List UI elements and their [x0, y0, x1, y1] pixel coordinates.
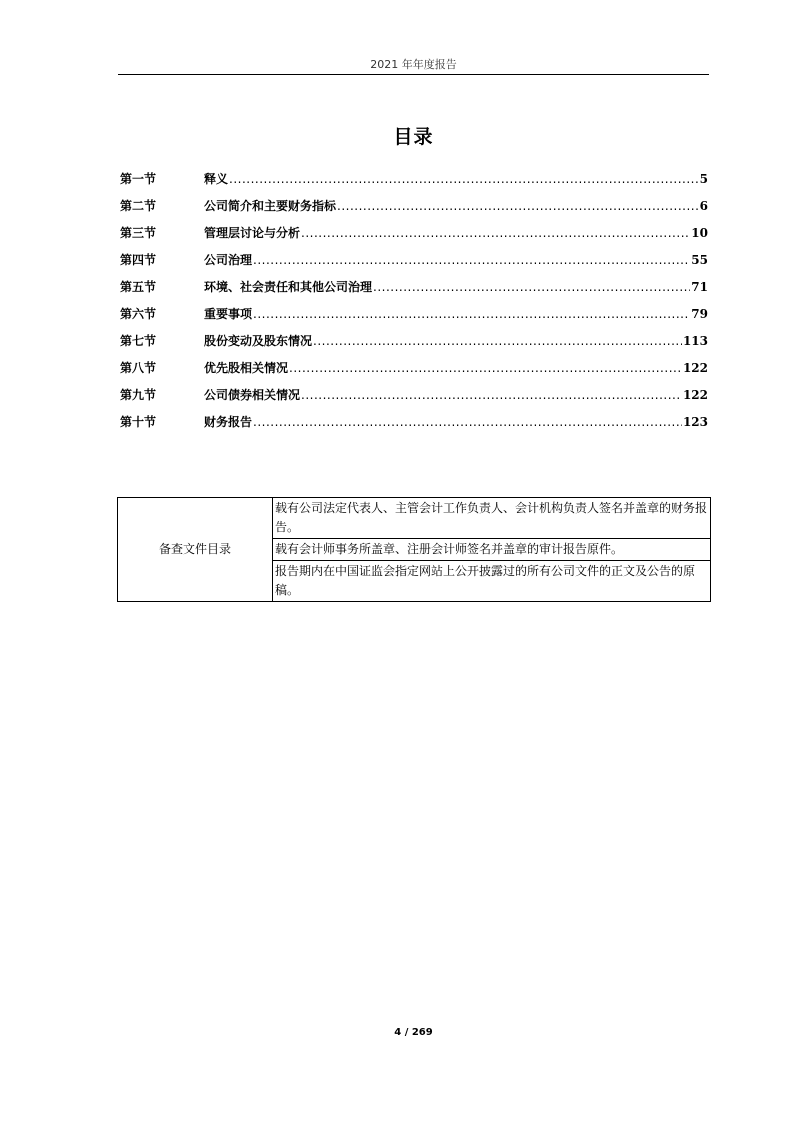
toc-page-number: 55	[691, 253, 708, 267]
toc-section-title: 优先股相关情况	[204, 361, 289, 375]
toc-section-title: 环境、社会责任和其他公司治理	[204, 280, 373, 294]
toc-page-number: 5	[699, 172, 708, 186]
toc-leader-dots	[253, 253, 690, 267]
toc-leader-dots	[229, 172, 699, 186]
toc-section-number: 第五节	[120, 280, 157, 294]
toc-section-number: 第七节	[120, 334, 157, 348]
toc-section-number: 第四节	[120, 253, 157, 267]
toc-entry-9[interactable]	[120, 386, 708, 413]
toc-page-number: 79	[691, 307, 708, 321]
toc-entry-8[interactable]	[120, 359, 708, 386]
toc-section-number: 第九节	[120, 388, 157, 402]
toc-entry-4[interactable]	[120, 251, 708, 278]
toc-entry-5[interactable]	[120, 278, 708, 305]
toc-section-title: 股份变动及股东情况	[204, 334, 313, 348]
toc-section-number: 第六节	[120, 307, 157, 321]
toc-leader-dots	[313, 334, 682, 348]
toc-section-number: 第一节	[120, 172, 157, 186]
toc-page-number: 10	[691, 226, 708, 240]
toc-leader-dots	[289, 361, 682, 375]
reference-documents-table	[117, 497, 711, 602]
header-divider	[118, 74, 709, 75]
toc-entry-3[interactable]	[120, 224, 708, 251]
page-number: 4 / 269	[394, 1027, 433, 1038]
reference-document-item: 载有会计师事务所盖章、注册会计师签名并盖章的审计报告原件。	[273, 539, 711, 561]
toc-entry-7[interactable]	[120, 332, 708, 359]
toc-leader-dots	[337, 199, 699, 213]
table-of-contents	[120, 170, 708, 440]
toc-section-title: 管理层讨论与分析	[204, 226, 301, 240]
table-row	[118, 498, 711, 539]
toc-page-number: 122	[682, 388, 708, 402]
toc-page-number: 6	[699, 199, 708, 213]
toc-page-number: 113	[682, 334, 708, 348]
toc-leader-dots	[301, 226, 690, 240]
toc-section-number: 第三节	[120, 226, 157, 240]
toc-section-title: 公司简介和主要财务指标	[204, 199, 337, 213]
toc-leader-dots	[301, 388, 682, 402]
toc-leader-dots	[253, 307, 690, 321]
toc-entry-10[interactable]	[120, 413, 708, 440]
toc-section-number: 第八节	[120, 361, 157, 375]
toc-section-title: 重要事项	[204, 307, 253, 321]
toc-page-number: 122	[682, 361, 708, 375]
toc-page-number: 71	[691, 280, 708, 294]
toc-section-title: 公司治理	[204, 253, 253, 267]
toc-section-number: 第十节	[120, 415, 157, 429]
toc-entry-6[interactable]	[120, 305, 708, 332]
toc-section-title: 财务报告	[204, 415, 253, 429]
toc-section-title: 公司债券相关情况	[204, 388, 301, 402]
toc-page-number: 123	[682, 415, 708, 429]
page-header: 2021 年年度报告	[370, 58, 457, 71]
toc-leader-dots	[253, 415, 682, 429]
toc-title: 目录	[393, 126, 434, 148]
toc-section-number: 第二节	[120, 199, 157, 213]
reference-documents-label: 备查文件目录	[118, 498, 273, 602]
reference-document-item: 报告期内在中国证监会指定网站上公开披露过的所有公司文件的正文及公告的原稿。	[273, 561, 711, 602]
reference-document-item: 载有公司法定代表人、主管会计工作负责人、会计机构负责人签名并盖章的财务报告。	[273, 498, 711, 539]
toc-entry-1[interactable]	[120, 170, 708, 197]
toc-entry-2[interactable]	[120, 197, 708, 224]
toc-section-title: 释义	[204, 172, 229, 186]
toc-leader-dots	[373, 280, 690, 294]
